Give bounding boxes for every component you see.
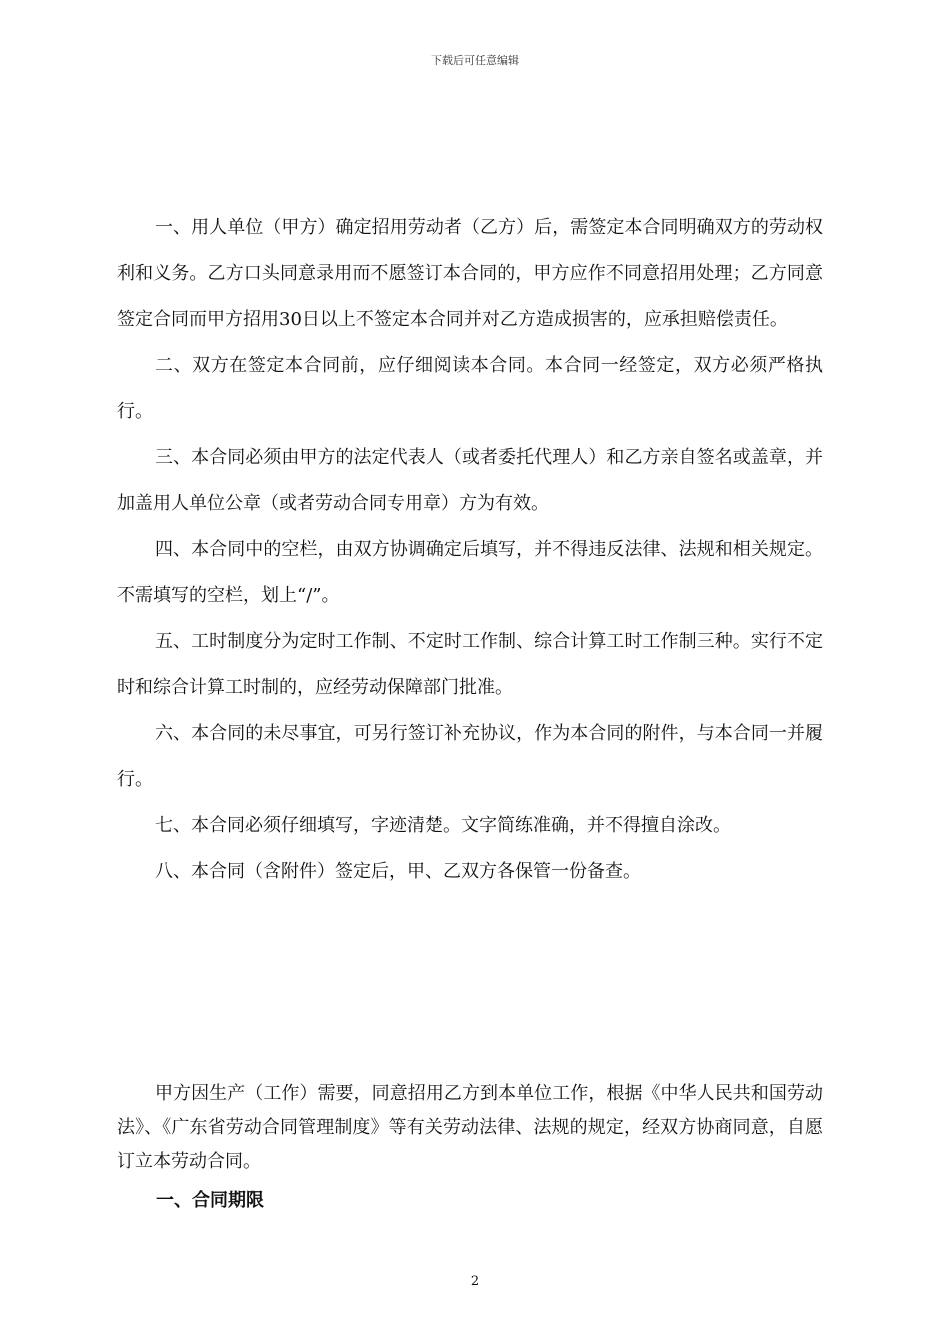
section-heading: 一、合同期限	[156, 1190, 264, 1211]
contract-preamble	[117, 1077, 823, 1179]
preamble-paragraph: 甲方因生产（工作）需要，同意招用乙方到本单位工作，根据《中华人民共和国劳动法》、《广东省劳动合同管理制度》等有关劳动法律、法规的规定，经双方协商同意，自愿订立本劳动合同。	[117, 1083, 823, 1172]
header-note: 下载后可任意编辑	[431, 54, 519, 67]
instructions-list	[117, 205, 823, 895]
instruction-paragraph: 四、本合同中的空栏，由双方协调确定后填写，并不得违反法律、法规和相关规定。不需填写的空栏，划上“/”。	[117, 539, 823, 606]
instruction-paragraph: 六、本合同的未尽事宜，可另行签订补充协议，作为本合同的附件，与本合同一并履行。	[117, 723, 823, 790]
page-number: 2	[470, 1274, 480, 1289]
instruction-paragraph: 三、本合同必须由甲方的法定代表人（或者委托代理人）和乙方亲自签名或盖章，并加盖用人单位公章（或者劳动合同专用章）方为有效。	[117, 447, 823, 514]
instruction-paragraph: 一、用人单位（甲方）确定招用劳动者（乙方）后，需签定本合同明确双方的劳动权利和义务。乙方口头同意录用而不愿签订本合同的，甲方应作不同意招用处理；乙方同意签定合同而甲方招用30日以上不签定本合同并对乙方造成损害的，应承担赔偿责任。	[117, 217, 823, 330]
instruction-paragraph: 七、本合同必须仔细填写，字迹清楚。文字简练准确，并不得擅自涂改。	[155, 815, 731, 836]
instruction-paragraph: 八、本合同（含附件）签定后，甲、乙双方各保管一份备查。	[155, 861, 641, 882]
instruction-paragraph: 五、工时制度分为定时工作制、不定时工作制、综合计算工时工作制三种。实行不定时和综合计算工时制的，应经劳动保障部门批准。	[117, 631, 823, 698]
instruction-paragraph: 二、双方在签定本合同前，应仔细阅读本合同。本合同一经签定，双方必须严格执行。	[117, 355, 823, 422]
